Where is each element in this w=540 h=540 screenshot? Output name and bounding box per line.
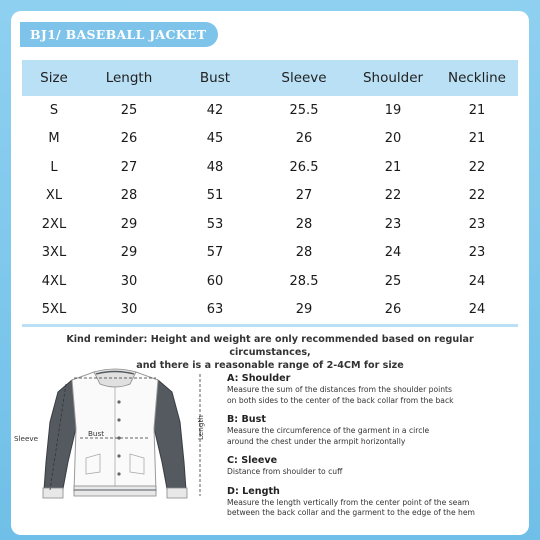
note-title: C: Sleeve — [227, 455, 278, 466]
cell-bust: 57 — [206, 245, 224, 261]
cell-neckline: 22 — [468, 188, 486, 204]
cell-length: 29 — [120, 245, 138, 261]
header-shoulder: Shoulder — [362, 70, 424, 86]
cell-bust: 63 — [206, 302, 224, 318]
note-title: D: Length — [227, 485, 280, 497]
table-row — [22, 182, 518, 211]
measurement-notes — [227, 373, 527, 527]
cell-size: 2XL — [41, 216, 67, 232]
cell-bust: 45 — [206, 131, 224, 147]
table-row — [22, 125, 518, 154]
note-body-line: Measure the length vertically from the center point of the seam — [227, 497, 470, 507]
cell-bust: 42 — [206, 102, 224, 118]
note-title: B: Bust — [227, 414, 266, 425]
table-bottom-rule — [22, 324, 518, 327]
cell-neckline: 24 — [468, 302, 486, 318]
size-table — [22, 60, 518, 324]
cell-shoulder: 26 — [384, 302, 402, 318]
cell-shoulder: 20 — [384, 131, 402, 147]
cell-size: XL — [45, 188, 63, 204]
table-row — [22, 267, 518, 296]
table-row — [22, 153, 518, 182]
note-body-line: between the back collar and the garment to the edge of the hem — [227, 508, 475, 517]
cell-length: 25 — [120, 102, 138, 118]
cell-bust: 60 — [206, 273, 224, 289]
note-shoulder — [227, 373, 527, 406]
cell-neckline: 24 — [468, 273, 486, 289]
note-title: A: Shoulder — [227, 373, 291, 384]
cell-sleeve: 25.5 — [289, 102, 319, 118]
length-label: Length — [196, 415, 205, 440]
cell-shoulder: 25 — [384, 273, 402, 289]
cell-length: 30 — [120, 273, 138, 289]
note-body-line: around the chest under the armpit horizontally — [227, 436, 406, 446]
cell-neckline: 21 — [468, 131, 486, 147]
header-size: Size — [40, 70, 68, 86]
reminder-line-2: and there is a reasonable range of 2-4CM for size — [136, 360, 404, 371]
cell-size: 3XL — [41, 245, 67, 261]
header-bust: Bust — [199, 70, 231, 86]
cell-sleeve: 28 — [295, 245, 313, 261]
cell-length: 30 — [120, 302, 138, 318]
cell-sleeve: 28.5 — [289, 273, 319, 289]
cell-length: 26 — [120, 131, 138, 147]
cell-shoulder: 24 — [384, 245, 402, 261]
cell-sleeve: 28 — [295, 216, 313, 232]
table-header-row — [22, 60, 518, 96]
jacket-illustration — [10, 362, 220, 522]
note-body-line: on both sides to the center of the back collar from the back — [227, 395, 454, 405]
note-bust — [227, 414, 527, 447]
cell-neckline: 23 — [468, 245, 486, 261]
cell-neckline: 22 — [468, 159, 486, 175]
cell-size: M — [48, 131, 60, 147]
header-length: Length — [105, 70, 153, 86]
note-sleeve — [227, 455, 527, 478]
cell-shoulder: 22 — [384, 188, 402, 204]
header-sleeve: Sleeve — [281, 70, 327, 86]
table-row — [22, 239, 518, 268]
cell-sleeve: 27 — [295, 188, 313, 204]
cell-shoulder: 19 — [384, 102, 402, 118]
note-body-line: Measure the circumference of the garment in a circle — [227, 426, 430, 435]
header-neckline: Neckline — [447, 70, 506, 86]
reminder-line-1: Kind reminder: Height and weight are only recommended based on regular circumstances, — [66, 334, 474, 358]
cell-shoulder: 21 — [384, 159, 402, 175]
cell-bust: 53 — [206, 216, 224, 232]
cell-size: 5XL — [41, 302, 67, 318]
bust-label: Bust — [88, 429, 105, 438]
cell-neckline: 21 — [468, 102, 486, 118]
cell-size: S — [49, 102, 59, 118]
cell-size: L — [50, 159, 58, 175]
note-body-line: Measure the sum of the distances from the shoulder points — [227, 385, 452, 394]
cell-length: 29 — [120, 216, 138, 232]
table-row — [22, 210, 518, 239]
sleeve-label: Sleeve — [14, 434, 39, 443]
cell-length: 28 — [120, 188, 138, 204]
cell-size: 4XL — [41, 273, 67, 289]
cell-length: 27 — [120, 159, 138, 175]
note-length — [227, 486, 527, 519]
table-row — [22, 96, 518, 125]
cell-shoulder: 23 — [384, 216, 402, 232]
cell-bust: 51 — [206, 188, 224, 204]
cell-sleeve: 26 — [295, 131, 313, 147]
cell-bust: 48 — [206, 159, 224, 175]
chart-title: BJ1/ BASEBALL JACKET — [20, 22, 218, 47]
note-body-line: Distance from shoulder to cuff — [227, 467, 343, 476]
cell-sleeve: 26.5 — [289, 159, 319, 175]
jacket-diagram — [10, 362, 220, 522]
cell-neckline: 23 — [468, 216, 486, 232]
table-row — [22, 296, 518, 325]
cell-sleeve: 29 — [295, 302, 313, 318]
